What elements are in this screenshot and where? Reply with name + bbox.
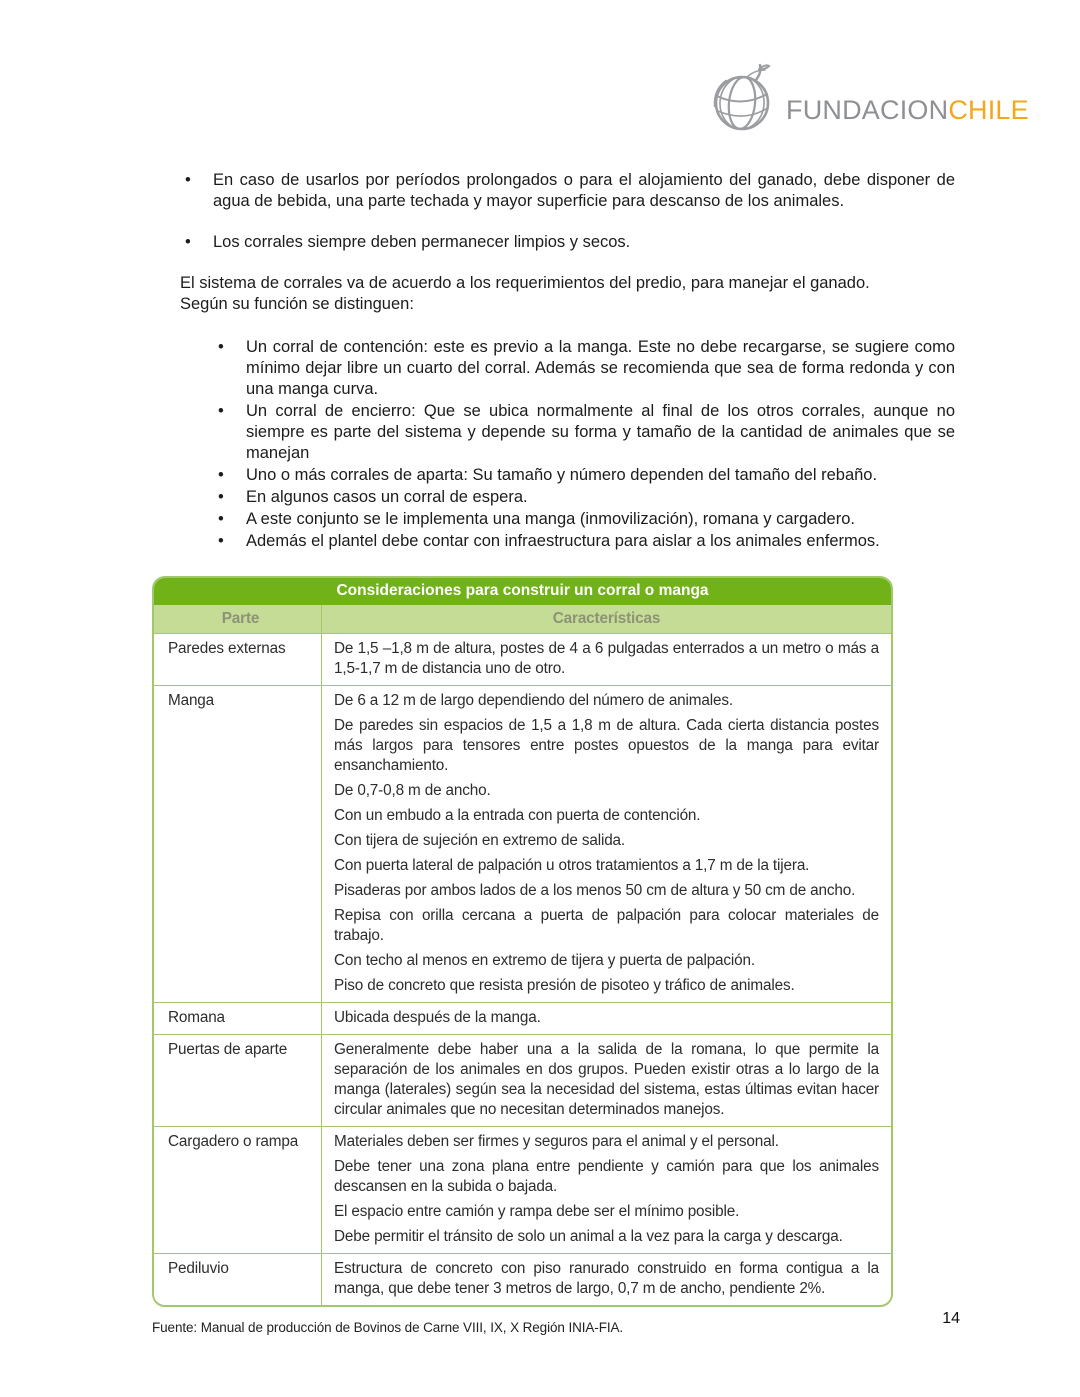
bullet-item (218, 401, 955, 464)
intro-bullet-list (180, 170, 955, 253)
paragraph-line: Según su función se distinguen: (180, 295, 414, 313)
table-row (154, 1002, 891, 1034)
bullet-item (180, 170, 955, 212)
caracteristica-paragraph: Con un embudo a la entrada con puerta de contención. (334, 807, 701, 824)
bullet-text: Uno o más corrales de aparta: Su tamaño y número dependen del tamaño del rebaño. (246, 466, 878, 484)
cell-caracteristicas (322, 634, 891, 685)
caracteristica-paragraph: De 1,5 –1,8 m de altura, postes de 4 a 6 pulgadas enterrados a un metro o más a 1,5-1,7 m de distancia uno de otro. (334, 640, 879, 677)
bullet-marker-icon: • (218, 466, 224, 484)
brand-fundacion: FUNDACION (786, 94, 949, 125)
table-row (154, 1126, 891, 1253)
caracteristica-paragraph: De 0,7-0,8 m de ancho. (334, 782, 491, 799)
cell-parte: Cargadero o rampa (154, 1127, 322, 1253)
table-row (154, 1253, 891, 1305)
bullet-text: Un corral de encierro: Que se ubica normalmente al final de los otros corrales, aunque no siempre es parte del sistema y depende su forma y tamaño de la cantidad de animales que se manejan (246, 402, 955, 462)
caracteristica-paragraph: El espacio entre camión y rampa debe ser el mínimo posible. (334, 1203, 740, 1220)
bullet-item (218, 509, 955, 530)
cell-caracteristicas (322, 1003, 891, 1034)
caracteristica-paragraph: Debe tener una zona plana entre pendiente y camión para que los animales descansen en la subida o bajada. (334, 1158, 879, 1195)
function-bullet-list (218, 337, 955, 552)
brand-chile: CHILE (948, 94, 1029, 125)
bullet-marker-icon: • (218, 532, 224, 550)
bullet-item (180, 232, 955, 253)
caracteristica-paragraph: Con puerta lateral de palpación u otros tratamientos a 1,7 m de la tijera. (334, 857, 810, 874)
column-header-parte: Parte (154, 605, 322, 633)
cell-caracteristicas (322, 1127, 891, 1253)
cell-caracteristicas (322, 1035, 891, 1126)
bullet-marker-icon: • (218, 338, 224, 356)
bullet-marker-icon: • (185, 171, 191, 189)
table-row (154, 1034, 891, 1126)
table-row (154, 685, 891, 1002)
logo (702, 56, 1029, 138)
cell-parte: Paredes externas (154, 634, 322, 685)
bullet-item (218, 487, 955, 508)
table-body (154, 633, 891, 1305)
cell-parte: Puertas de aparte (154, 1035, 322, 1126)
bullet-marker-icon: • (218, 488, 224, 506)
caracteristica-paragraph: Ubicada después de la manga. (334, 1009, 541, 1026)
bullet-item (218, 531, 955, 552)
cell-parte: Pediluvio (154, 1254, 322, 1305)
cell-caracteristicas (322, 1254, 891, 1305)
bullet-text: A este conjunto se le implementa una manga (inmovilización), romana y cargadero. (246, 510, 855, 528)
considerations-table (152, 576, 893, 1307)
cell-parte: Romana (154, 1003, 322, 1034)
bullet-marker-icon: • (218, 510, 224, 528)
caracteristica-paragraph: Materiales deben ser firmes y seguros para el animal y el personal. (334, 1133, 779, 1150)
bullet-text: En caso de usarlos por períodos prolongados o para el alojamiento del ganado, debe disponer de agua de bebida, una parte techada y mayor superficie para descanso de los animales. (213, 171, 955, 210)
source-note: Fuente: Manual de producción de Bovinos de Carne VIII, IX, X Región INIA-FIA. (152, 1320, 624, 1335)
caracteristica-paragraph: Generalmente debe haber una a la salida de la romana, lo que permite la separación de los animales en dos grupos. Pueden existir otras a lo largo de la manga (laterales) según sea la necesidad del sistema, estas últimas evitan hacer circular animales que no necesitan determinados manejos. (334, 1041, 879, 1118)
caracteristica-paragraph: Con techo al menos en extremo de tijera y puerta de palpación. (334, 952, 755, 969)
page-number: 14 (942, 1310, 960, 1327)
table-title: Consideraciones para construir un corral o manga (154, 578, 891, 605)
intro-paragraph (180, 273, 955, 315)
caracteristica-paragraph: De paredes sin espacios de 1,5 a 1,8 m de altura. Cada cierta distancia postes más largos para tensores entre postes opuestos de la manga para evitar ensanchamiento. (334, 717, 879, 774)
cell-caracteristicas (322, 686, 891, 1002)
bullet-item (218, 465, 955, 486)
bullet-text: En algunos casos un corral de espera. (246, 488, 528, 506)
caracteristica-paragraph: De 6 a 12 m de largo dependiendo del número de animales. (334, 692, 733, 709)
brand-text (786, 71, 1029, 124)
bullet-text: Además el plantel debe contar con infraestructura para aislar a los animales enfermos. (246, 532, 880, 550)
caracteristica-paragraph: Estructura de concreto con piso ranurado construido en forma contigua a la manga, que debe tener 3 metros de largo, 0,7 m de ancho, pendiente 2%. (334, 1260, 879, 1297)
cell-parte: Manga (154, 686, 322, 1002)
paragraph-line: El sistema de corrales va de acuerdo a los requerimientos del predio, para manejar el ganado. (180, 274, 870, 292)
globe-sketch-icon (702, 56, 784, 138)
bullet-item (218, 337, 955, 400)
caracteristica-paragraph: Piso de concreto que resista presión de pisoteo y tráfico de animales. (334, 977, 795, 994)
bullet-marker-icon: • (218, 402, 224, 420)
caracteristica-paragraph: Con tijera de sujeción en extremo de salida. (334, 832, 626, 849)
table-row (154, 633, 891, 685)
bullet-text: Un corral de contención: este es previo a la manga. Este no debe recargarse, se sugiere como mínimo dejar libre un cuarto del corral. Además se recomienda que sea de forma redonda y con una manga curva. (246, 338, 955, 398)
column-header-caracteristicas: Características (552, 610, 661, 627)
table-header-row (154, 605, 891, 633)
bullet-marker-icon: • (185, 233, 191, 251)
bullet-text: Los corrales siempre deben permanecer limpios y secos. (213, 233, 631, 251)
caracteristica-paragraph: Repisa con orilla cercana a puerta de palpación para colocar materiales de trabajo. (334, 907, 879, 944)
caracteristica-paragraph: Pisaderas por ambos lados de a los menos 50 cm de altura y 50 cm de ancho. (334, 882, 856, 899)
caracteristica-paragraph: Debe permitir el tránsito de solo un animal a la vez para la carga y descarga. (334, 1228, 843, 1245)
